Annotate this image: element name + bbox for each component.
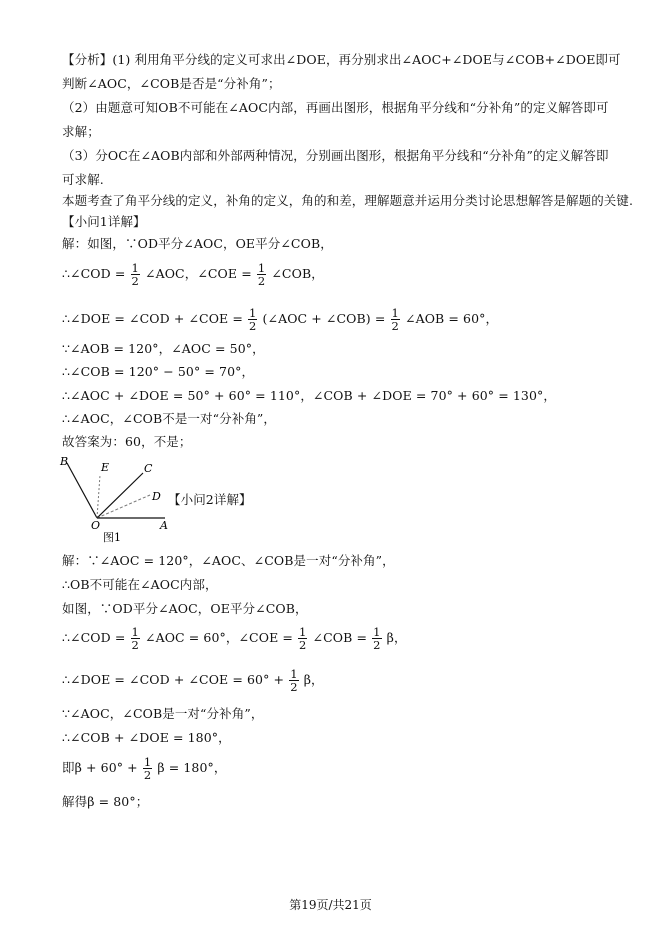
q1-line-1: 解：如图，∵OD平分∠AOC，OE平分∠COB， — [62, 236, 333, 251]
q2-line-4-pre: ∴∠COD = — [62, 630, 126, 645]
q2-line-6: ∵∠AOC，∠COB是一对“分补角”， — [62, 706, 264, 721]
q2-line-7: ∴∠COB + ∠DOE = 180°， — [62, 730, 231, 745]
ray-oe — [97, 475, 100, 518]
q2-line-5 — [62, 668, 324, 693]
q2-line-9: 解得β = 80°； — [62, 794, 149, 809]
q1-line-7: ∴∠AOC，∠COB不是一对“分补角”， — [62, 411, 277, 426]
q2-line-8 — [62, 756, 226, 781]
analysis-line-2b: 求解； — [62, 124, 100, 139]
label-e: E — [101, 461, 110, 474]
q1-line-2-post: ∠COB， — [271, 266, 324, 281]
q2-line-8-post: β = 180°， — [157, 760, 227, 775]
analysis-line-3a: （3）分OC在∠AOB内部和外部两种情况，分别画出图形，根据角平分线和“分补角”的定义解答即 — [62, 148, 609, 163]
q1-heading: 【小问1详解】 — [62, 214, 146, 229]
q1-line-5: ∴∠COB = 120° − 50° = 70°， — [62, 364, 255, 379]
q1-line-3 — [62, 307, 498, 332]
q1-line-2 — [62, 262, 324, 287]
q2-line-5-post: β， — [303, 672, 324, 687]
analysis-line-3b: 可求解. — [62, 172, 104, 187]
analysis-line-2a: （2）由题意可知OB不可能在∠AOC内部，再画出图形，根据角平分线和“分补角”的定义解答即可 — [62, 100, 609, 115]
q1-line-2-pre: ∴∠COD = — [62, 266, 126, 281]
fraction-half: $\frac{1}{2}$ — [131, 625, 139, 652]
fraction-half: $\frac{1}{2}$ — [131, 261, 139, 288]
fraction-half: $\frac{1}{2}$ — [391, 306, 399, 333]
q1-line-3-post: ∠AOB = 60°， — [405, 311, 499, 326]
q2-line-3: 如图，∵OD平分∠AOC，OE平分∠COB， — [62, 601, 308, 616]
fraction-half: $\frac{1}{2}$ — [373, 625, 381, 652]
fraction-half: $\frac{1}{2}$ — [257, 261, 266, 288]
label-a: A — [160, 519, 168, 532]
fraction-half: $\frac{1}{2}$ — [249, 306, 257, 333]
figure-1 — [55, 453, 185, 543]
label-b: B — [60, 455, 69, 468]
q2-line-2: ∴OB不可能在∠AOC内部， — [62, 577, 218, 592]
q2-line-5-pre: ∴∠DOE = ∠COD + ∠COE = 60° + — [62, 672, 285, 687]
q1-line-3-mid: (∠AOC + ∠COB) = — [262, 311, 386, 326]
ray-ob — [67, 463, 97, 518]
q2-line-4 — [62, 626, 407, 651]
ray-od — [97, 495, 150, 518]
label-c: C — [144, 462, 153, 475]
ray-oc — [97, 473, 143, 518]
label-d: D — [152, 490, 161, 503]
q2-line-1: 解：∵∠AOC = 120°，∠AOC、∠COB是一对“分补角”， — [62, 553, 395, 568]
fraction-half: $\frac{1}{2}$ — [290, 667, 298, 694]
q2-line-4-mid2: ∠COB = — [312, 630, 368, 645]
page-footer: 第19页/共21页 — [289, 898, 372, 912]
q2-line-8-pre: 即β + 60° + — [62, 760, 138, 775]
q1-line-6: ∴∠AOC + ∠DOE = 50° + 60° = 110°，∠COB + ∠DOE = 70° + 60° = 130°， — [62, 388, 556, 403]
fraction-half: $\frac{1}{2}$ — [299, 625, 307, 652]
fraction-half: $\frac{1}{2}$ — [143, 755, 152, 782]
q2-line-4-mid: ∠AOC = 60°，∠COE = — [145, 630, 293, 645]
q2-line-4-post: β， — [386, 630, 407, 645]
q2-heading: 【小问2详解】 — [168, 492, 252, 507]
q1-line-2-mid: ∠AOC，∠COE = — [145, 266, 252, 281]
summary-line: 本题考查了角平分线的定义，补角的定义，角的和差，理解题意并运用分类讨论思想解答是解题的关键. — [62, 193, 634, 208]
q1-answer: 故答案为：60，不是； — [62, 434, 192, 449]
figure-caption: 图1 — [103, 531, 121, 543]
label-o: O — [91, 519, 101, 532]
analysis-line-1a: 【分析】(1) 利用角平分线的定义可求出∠DOE，再分别求出∠AOC+∠DOE与∠COB+∠DOE即可 — [62, 52, 621, 67]
analysis-line-1b: 判断∠AOC，∠COB是否是“分补角”； — [62, 76, 281, 91]
q1-line-3-pre: ∴∠DOE = ∠COD + ∠COE = — [62, 311, 243, 326]
q1-line-4: ∵∠AOB = 120°，∠AOC = 50°， — [62, 341, 265, 356]
